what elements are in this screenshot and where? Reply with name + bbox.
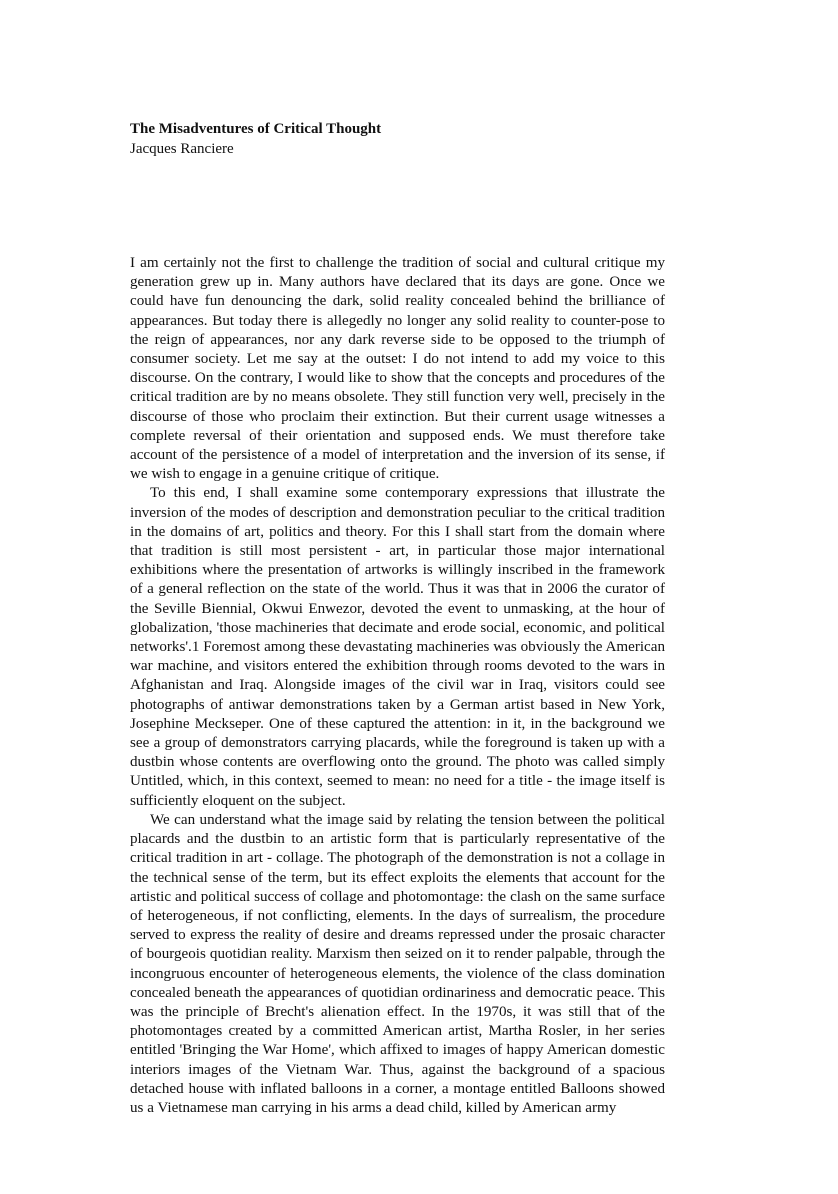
document-body: [130, 254, 665, 1118]
document-title: The Misadventures of Critical Thought: [130, 121, 382, 137]
document-author: Jacques Ranciere: [130, 141, 234, 157]
paragraph-3: We can understand what the image said by relating the tension between the political placards and the dustbin to an artistic form that is particularly representative of the critical tradition in art - collage. The photograph of the demonstration is not a collage in the technical sense of the term, but its effect exploits the elements that account for the artistic and political success of collage and photomontage: the clash on the same surface of heterogeneous, if not conflicting, elements. In the days of surrealism, the procedure served to express the reality of desire and dreams repressed under the prosaic character of bourgeois quotidian reality. Marxism then seized on it to render palpable, through the incongruous encounter of heterogeneous elements, the violence of the class domination concealed beneath the appearances of quotidian ordinariness and democratic peace. This was the principle of Brecht's alienation effect. In the 1970s, it was still that of the photomontages created by a committed American artist, Martha Rosler, in her series entitled 'Bringing the War Home', which affixed to images of happy American domestic interiors images of the Vietnam War. Thus, against the background of a spacious detached house with inflated balloons in a corner, a montage entitled Balloons showed us a Vietnamese man carrying in his arms a dead child, killed by American army: [130, 811, 665, 1116]
paragraph-1: I am certainly not the first to challenge the tradition of social and cultural critique my generation grew up in. Many authors have declared that its days are gone. Once we could have fun denouncing the dark, solid reality concealed behind the brilliance of appearances. But today there is allegedly no longer any solid reality to counter-pose to the reign of appearances, nor any dark reverse side to be opposed to the triumph of consumer society. Let me say at the outset: I do not intend to add my voice to this discourse. On the contrary, I would like to show that the concepts and procedures of the critical tradition are by no means obsolete. They still function very well, precisely in the discourse of those who proclaim their extinction. But their current usage witnesses a complete reversal of their orientation and supposed ends. We must therefore take account of the persistence of a model of interpretation and the inversion of its sense, if we wish to engage in a genuine critique of critique.: [130, 255, 665, 483]
paragraph-2: To this end, I shall examine some contemporary expressions that illustrate the inversion of the modes of description and demonstration peculiar to the critical tradition in the domains of art, politics and theory. For this I shall start from the domain where that tradition is still most persistent - art, in particular those major international exhibitions where the presentation of artworks is willingly inscribed in the framework of a general reflection on the state of the world. Thus it was that in 2006 the curator of the Seville Biennial, Okwui Enwezor, devoted the event to unmasking, at the hour of globalization, 'those machineries that decimate and erode social, economic, and political networks'.1 Foremost among these devastating machineries was obviously the American war machine, and visitors entered the exhibition through rooms devoted to the wars in Afghanistan and Iraq. Alongside images of the civil war in Iraq, visitors could see photographs of antiwar demonstrations taken by a German artist based in New York, Josephine Meckseper. One of these captured the attention: in it, in the background we see a group of demonstrators carrying placards, while the foreground is taken up with a dustbin whose contents are overflowing onto the ground. The photo was called simply Untitled, which, in this context, seemed to mean: no need for a title - the image itself is sufficiently eloquent on the subject.: [130, 485, 665, 809]
document-header: [130, 119, 670, 159]
